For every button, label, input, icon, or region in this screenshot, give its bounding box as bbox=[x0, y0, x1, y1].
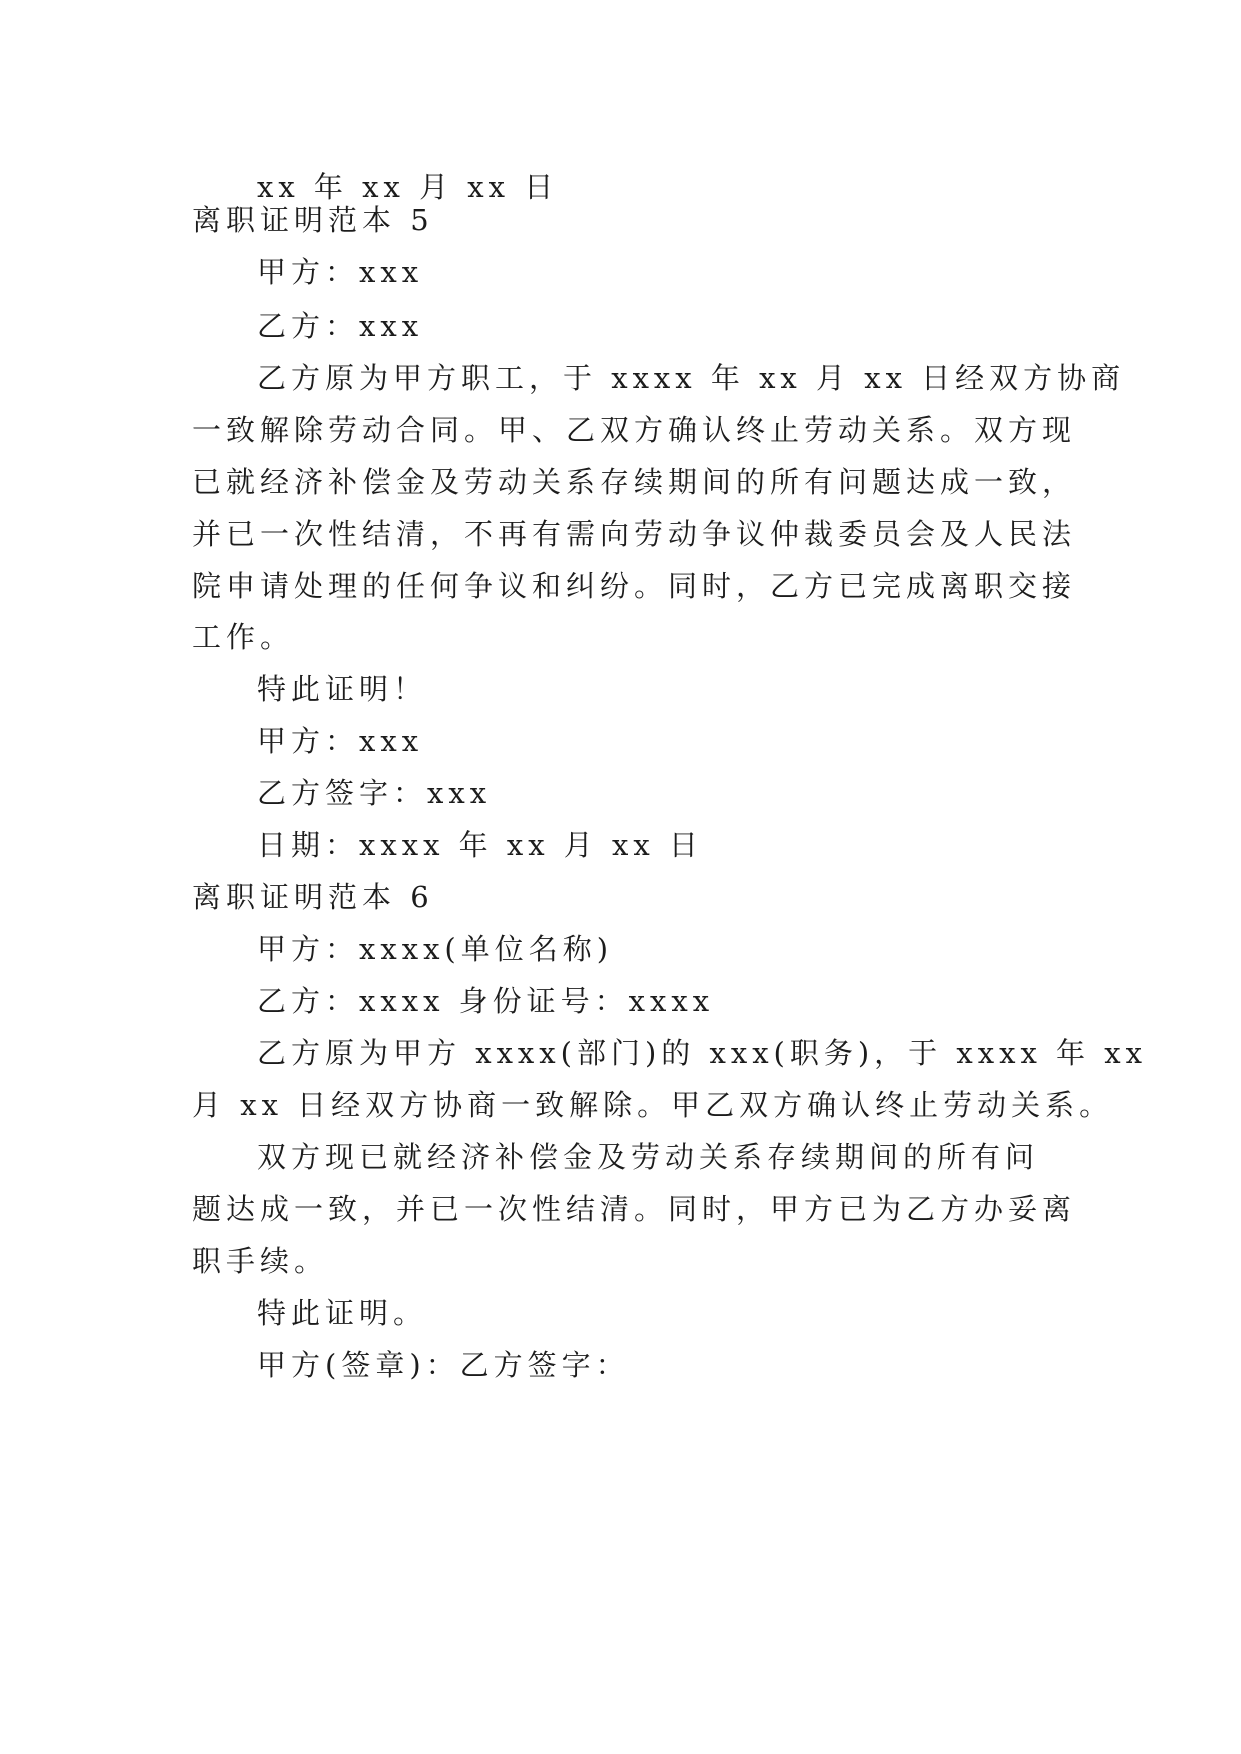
body-text-line: 题达成一致，并已一次性结清。同时，甲方已为乙方办妥离 bbox=[192, 1192, 1077, 1226]
body-text-line: 职手续。 bbox=[192, 1244, 329, 1278]
party-b-line: 乙方：xxx bbox=[257, 309, 424, 343]
body-text-line: 院申请处理的任何争议和纠纷。同时，乙方已完成离职交接 bbox=[192, 569, 1077, 603]
party-a-line: 甲方：xxxx(单位名称) bbox=[257, 932, 614, 966]
body-text-line: 并已一次性结清，不再有需向劳动争议仲裁委员会及人民法 bbox=[192, 517, 1077, 551]
body-text-line: 乙方原为甲方 xxxx(部门)的 xxx(职务)，于 xxxx 年 xx bbox=[257, 1036, 1147, 1070]
body-text-line: 双方现已就经济补偿金及劳动关系存续期间的所有问 bbox=[257, 1140, 1040, 1174]
party-a-signature-line: 甲方：xxx bbox=[257, 724, 424, 758]
section-heading-6: 离职证明范本 6 bbox=[192, 880, 434, 914]
certification-line: 特此证明。 bbox=[257, 1296, 428, 1330]
party-b-signature-line: 乙方签字：xxx bbox=[257, 776, 492, 810]
party-a-line: 甲方：xxx bbox=[257, 255, 424, 289]
date-line: 日期：xxxx 年 xx 月 xx 日 bbox=[257, 828, 703, 862]
certification-line: 特此证明！ bbox=[257, 672, 428, 706]
body-text-line: 月 xx 日经双方协商一致解除。甲乙双方确认终止劳动关系。 bbox=[192, 1088, 1114, 1122]
signature-line: 甲方(签章)：乙方签字： bbox=[257, 1348, 630, 1382]
section-heading-5: 离职证明范本 5 bbox=[192, 203, 434, 237]
body-text-line: 工作。 bbox=[192, 620, 295, 654]
date-line: xx 年 xx 月 xx 日 bbox=[257, 170, 559, 204]
body-text-line: 一致解除劳动合同。甲、乙双方确认终止劳动关系。双方现 bbox=[192, 413, 1077, 447]
body-text-line: 已就经济补偿金及劳动关系存续期间的所有问题达成一致， bbox=[192, 465, 1077, 499]
party-b-line: 乙方：xxxx 身份证号：xxxx bbox=[257, 984, 715, 1018]
body-text-line: 乙方原为甲方职工，于 xxxx 年 xx 月 xx 日经双方协商 bbox=[257, 361, 1126, 395]
